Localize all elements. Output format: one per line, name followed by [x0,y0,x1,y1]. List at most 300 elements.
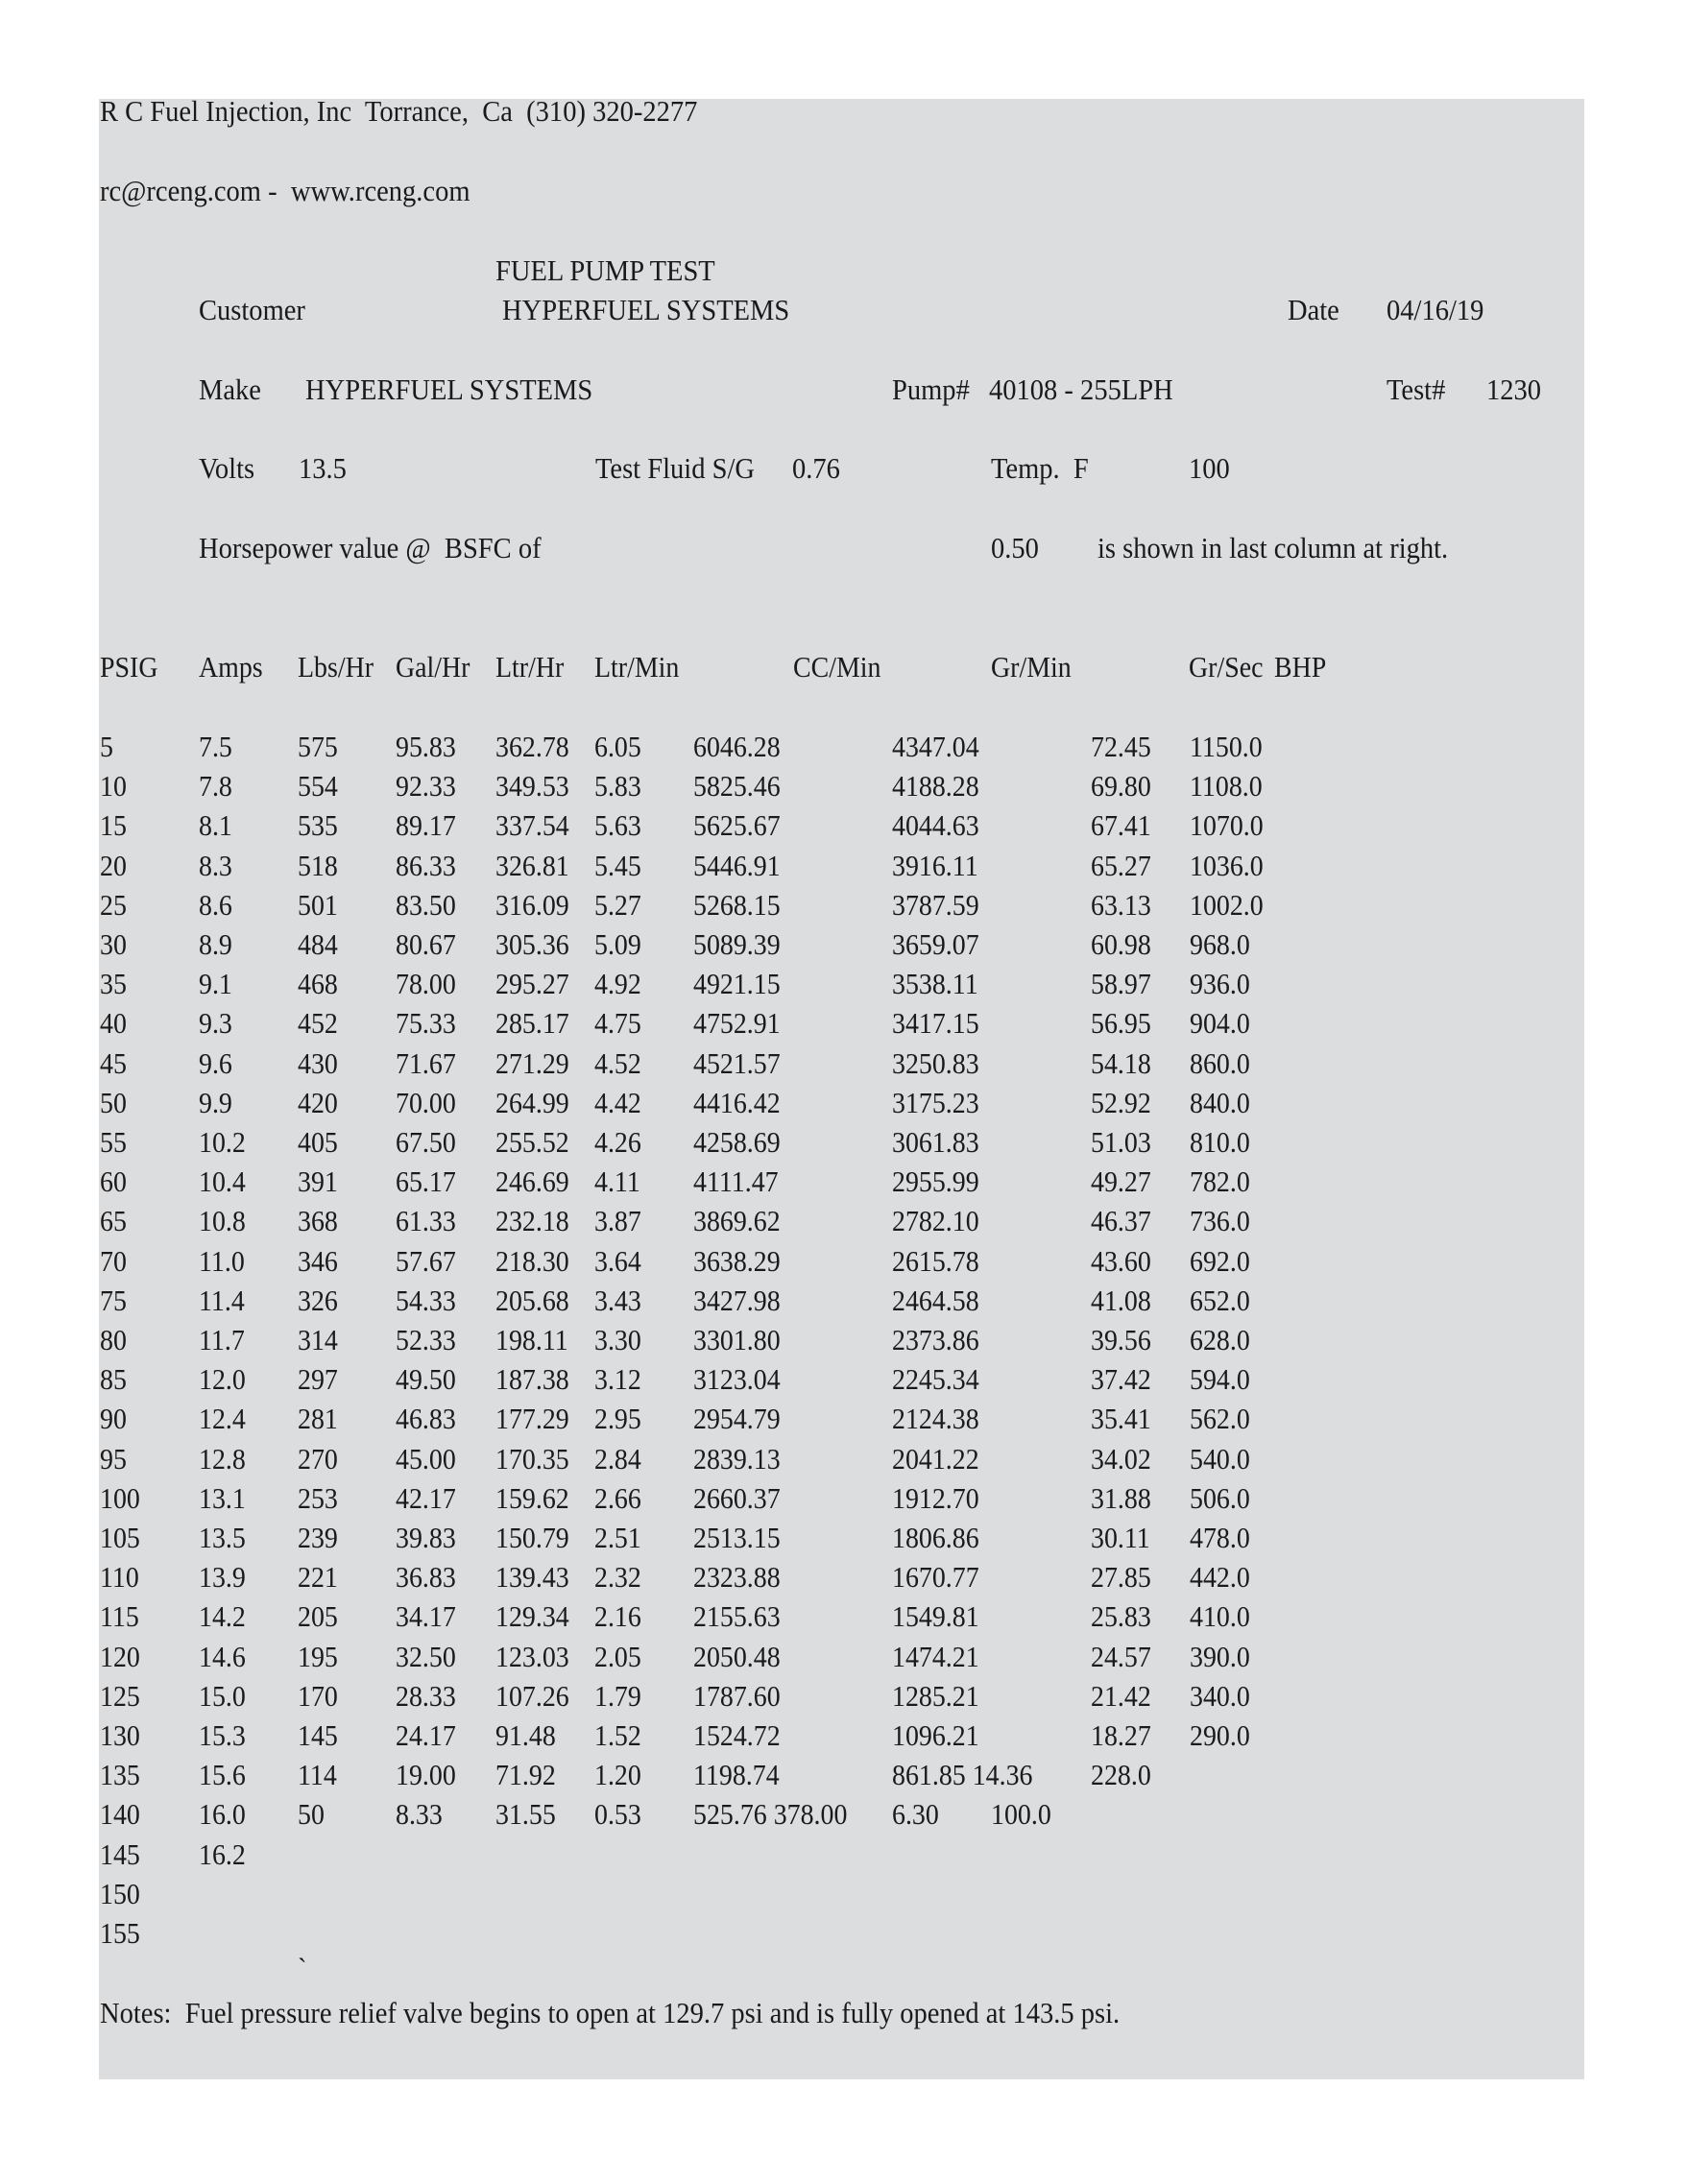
table-cell: 4.11 [594,1164,640,1199]
table-cell: 368 [298,1204,338,1238]
table-cell: 12.8 [199,1441,246,1476]
table-cell: 860.0 [1190,1045,1250,1080]
table-cell: 253 [298,1480,338,1515]
table-cell: 155 [100,1916,140,1950]
table-cell: 35 [100,967,127,1001]
table-cell: 50 [298,1797,325,1832]
table-cell: 123.03 [495,1639,569,1673]
table-cell: 3638.29 [693,1243,781,1278]
table-cell: 2660.37 [693,1480,781,1515]
table-cell: 3427.98 [693,1283,781,1317]
table-cell: 52.33 [396,1323,456,1356]
table-cell: 13.1 [199,1480,246,1515]
table-cell: 10.2 [199,1125,246,1159]
table-cell: 535 [298,808,338,843]
test-label: Test# [1387,372,1446,406]
table-cell: 2839.13 [693,1441,781,1476]
table-cell: 968.0 [1190,927,1250,961]
table-cell: 54.18 [1091,1045,1151,1080]
table-cell: 16.0 [199,1797,246,1832]
table-cell: 5.27 [594,887,641,922]
table-cell: 159.62 [495,1480,569,1515]
table-cell: 5825.46 [693,769,781,804]
table-cell: 3659.07 [892,927,979,961]
table-cell: 1806.86 [892,1521,979,1554]
contact-line: rc@rceng.com - www.rceng.com [100,174,470,207]
table-cell: 145 [298,1718,338,1752]
table-cell: 2782.10 [892,1204,979,1238]
table-cell: 264.99 [495,1085,569,1119]
table-cell: 107.26 [495,1678,569,1713]
table-cell: 1096.21 [892,1718,979,1752]
table-cell: 115 [100,1599,139,1634]
table-cell: 45 [100,1045,127,1080]
table-cell: 8.33 [396,1797,443,1832]
table-cell: 1549.81 [892,1599,979,1634]
table-cell: 30.11 [1091,1521,1150,1554]
pump-label: Pump# [892,372,970,406]
table-cell: 1002.0 [1190,887,1264,922]
table-cell: 562.0 [1190,1402,1250,1436]
table-cell: 42.17 [396,1480,456,1515]
table-cell: 8.9 [199,927,232,961]
table-cell: 4044.63 [892,808,979,843]
table-cell: 14.2 [199,1599,246,1634]
table-cell: 3.12 [594,1362,641,1397]
table-cell: 12.4 [199,1402,246,1436]
table-cell: 840.0 [1190,1085,1250,1119]
table-cell: 362.78 [495,730,569,763]
table-cell: 4752.91 [693,1006,781,1041]
table-cell: 10.8 [199,1204,246,1238]
table-cell: 5625.67 [693,808,781,843]
table-cell: 246.69 [495,1164,569,1199]
date-value: 04/16/19 [1387,293,1484,326]
table-cell: 1108.0 [1190,769,1263,804]
table-cell: 904.0 [1190,1006,1250,1041]
table-cell: 25 [100,887,127,922]
table-cell: 5089.39 [693,927,781,961]
table-cell: 4.42 [594,1085,641,1119]
table-cell: 24.57 [1091,1639,1151,1673]
table-cell: 2513.15 [693,1521,781,1554]
table-cell: 4.26 [594,1125,641,1159]
table-cell: 18.27 [1091,1718,1151,1752]
table-cell: 58.97 [1091,967,1151,1001]
table-cell: 410.0 [1190,1599,1250,1634]
table-cell: 1.20 [594,1758,641,1792]
table-cell: 89.17 [396,808,456,843]
table-cell: 692.0 [1190,1243,1250,1278]
table-cell: 67.50 [396,1125,456,1159]
make-value: HYPERFUEL SYSTEMS [305,372,593,406]
company-line: R C Fuel Injection, Inc Torrance, Ca (310) 320-2277 [100,94,698,128]
fluid-value: 0.76 [792,451,840,485]
table-cell: 518 [298,848,338,882]
table-cell: 232.18 [495,1204,569,1238]
table-cell: 135 [100,1758,140,1792]
table-cell: 46.37 [1091,1204,1151,1238]
table-cell: 3417.15 [892,1006,979,1041]
table-cell: 55 [100,1125,127,1159]
table-cell: 3175.23 [892,1085,979,1119]
table-cell: 316.09 [495,887,569,922]
table-cell: 205.68 [495,1283,569,1317]
table-cell: 25.83 [1091,1599,1151,1634]
table-cell: 1670.77 [892,1560,979,1595]
table-cell: 3061.83 [892,1125,979,1159]
table-cell: 349.53 [495,769,569,804]
column-header: Gr/Min [991,650,1072,684]
table-cell: 1.79 [594,1678,641,1713]
table-cell: 2464.58 [892,1283,979,1317]
table-cell: 51.03 [1091,1125,1151,1159]
table-cell: 285.17 [495,1006,569,1041]
table-cell: 305.36 [495,927,569,961]
table-cell: 187.38 [495,1362,569,1397]
table-cell: 56.95 [1091,1006,1151,1041]
column-header: CC/Min [793,650,881,684]
table-cell: 15.0 [199,1678,246,1713]
table-cell: 80 [100,1323,127,1356]
table-cell: 295.27 [495,967,569,1001]
table-cell: 6.05 [594,730,641,763]
table-cell: 3538.11 [892,967,978,1001]
table-cell: 2155.63 [693,1599,781,1634]
temp-label: Temp. F [991,451,1089,485]
table-cell: 2373.86 [892,1323,979,1356]
table-cell: 61.33 [396,1204,456,1238]
table-cell: 501 [298,887,338,922]
hp-label: Horsepower value @ BSFC of [199,531,542,564]
table-cell: 95 [100,1441,127,1476]
table-cell: 31.88 [1091,1480,1151,1515]
table-cell: 14.6 [199,1639,246,1673]
table-cell: 34.02 [1091,1441,1151,1476]
column-header: Gr/Sec [1189,650,1264,684]
table-cell: 337.54 [495,808,569,843]
table-cell: 70 [100,1243,127,1278]
table-cell: 554 [298,769,338,804]
table-cell: 5268.15 [693,887,781,922]
table-cell: 4258.69 [693,1125,781,1159]
table-cell: 326.81 [495,848,569,882]
table-cell: 32.50 [396,1639,456,1673]
table-cell: 69.80 [1091,769,1151,804]
table-cell: 36.83 [396,1560,456,1595]
table-cell: 140 [100,1797,140,1832]
column-header: Lbs/Hr [298,650,374,684]
table-cell: 72.45 [1091,730,1151,763]
table-cell: 4416.42 [693,1085,781,1119]
table-cell: 80.67 [396,927,456,961]
table-cell: 3123.04 [693,1362,781,1397]
table-cell: 198.11 [495,1323,568,1356]
table-cell: 9.1 [199,967,232,1001]
table-cell: 13.9 [199,1560,246,1595]
table-cell: 3301.80 [693,1323,781,1356]
table-cell: 4347.04 [892,730,979,763]
table-cell: 255.52 [495,1125,569,1159]
table-cell: 31.55 [495,1797,556,1832]
table-cell: 3.87 [594,1204,641,1238]
table-cell: 37.42 [1091,1362,1151,1397]
table-cell: 86.33 [396,848,456,882]
column-header: Ltr/Hr [495,650,565,684]
table-cell: 11.7 [199,1323,245,1356]
table-cell: 75 [100,1283,127,1317]
table-cell: 5.09 [594,927,641,961]
table-cell: 15.3 [199,1718,246,1752]
table-cell: 19.00 [396,1758,456,1792]
table-cell: 5.63 [594,808,641,843]
table-cell: 2.95 [594,1402,641,1436]
table-cell: 2245.34 [892,1362,979,1397]
fluid-label: Test Fluid S/G [595,451,755,485]
table-cell: 3916.11 [892,848,978,882]
table-cell: 936.0 [1190,967,1250,1001]
table-cell: 10 [100,769,127,804]
table-cell: 2.66 [594,1480,641,1515]
table-cell: 39.56 [1091,1323,1151,1356]
column-header: BHP [1274,650,1327,684]
table-cell: 2050.48 [693,1639,781,1673]
column-header: Amps [199,650,263,684]
table-cell: 628.0 [1190,1323,1250,1356]
table-cell: 125 [100,1678,140,1713]
table-cell: 314 [298,1323,338,1356]
column-header: Ltr/Min [594,650,680,684]
table-cell: 83.50 [396,887,456,922]
make-label: Make [199,372,261,406]
table-cell: 34.17 [396,1599,456,1634]
table-cell: 346 [298,1243,338,1278]
table-cell: 105 [100,1521,140,1554]
table-cell: 9.9 [199,1085,232,1119]
table-cell: 3.43 [594,1283,641,1317]
table-cell: 4.75 [594,1006,641,1041]
table-cell: 40 [100,1006,127,1041]
customer-value: HYPERFUEL SYSTEMS [502,293,790,326]
table-cell: 11.4 [199,1283,245,1317]
table-cell: 1070.0 [1190,808,1264,843]
table-cell: 326 [298,1283,338,1317]
table-cell: 430 [298,1045,338,1080]
pump-value: 40108 - 255LPH [989,372,1173,406]
table-cell: 100.0 [991,1797,1051,1832]
table-cell: 9.3 [199,1006,232,1041]
table-cell: 13.5 [199,1521,246,1554]
table-cell: 63.13 [1091,887,1151,922]
table-cell: 290.0 [1190,1718,1250,1752]
table-cell: 782.0 [1190,1164,1250,1199]
table-cell: 2.84 [594,1441,641,1476]
table-cell: 540.0 [1190,1441,1250,1476]
table-cell: 120 [100,1639,140,1673]
table-cell: 67.41 [1091,808,1151,843]
temp-value: 100 [1189,451,1230,485]
table-cell: 92.33 [396,769,456,804]
table-cell: 78.00 [396,967,456,1001]
table-cell: 65.27 [1091,848,1151,882]
table-cell: 218.30 [495,1243,569,1278]
table-cell: 271.29 [495,1045,569,1080]
date-label: Date [1288,293,1339,326]
table-cell: 6.30 [892,1797,939,1832]
table-cell: 525.76 378.00 [693,1797,848,1832]
table-cell: 1150.0 [1190,730,1263,763]
table-cell: 110 [100,1560,139,1595]
table-cell: 24.17 [396,1718,456,1752]
table-cell: 340.0 [1190,1678,1250,1713]
table-cell: 5 [100,730,113,763]
table-cell: 11.0 [199,1243,245,1278]
table-cell: 28.33 [396,1678,456,1713]
table-cell: 50 [100,1085,127,1119]
table-cell: 195 [298,1639,338,1673]
table-cell: 150 [100,1876,140,1910]
column-header: Gal/Hr [396,650,470,684]
table-cell: 71.92 [495,1758,556,1792]
table-cell: 52.92 [1091,1085,1151,1119]
table-cell: 1474.21 [892,1639,979,1673]
table-cell: 1912.70 [892,1480,979,1515]
table-cell: 506.0 [1190,1480,1250,1515]
table-cell: 10.4 [199,1164,246,1199]
table-cell: 1285.21 [892,1678,979,1713]
table-cell: 2.16 [594,1599,641,1634]
table-cell: 2.51 [594,1521,641,1554]
column-header: PSIG [100,650,158,684]
table-cell: 95.83 [396,730,456,763]
table-cell: 1.52 [594,1718,641,1752]
table-cell: 27.85 [1091,1560,1151,1595]
table-cell: 46.83 [396,1402,456,1436]
table-cell: 8.3 [199,848,232,882]
table-cell: 170.35 [495,1441,569,1476]
table-cell: 177.29 [495,1402,569,1436]
table-cell: 442.0 [1190,1560,1250,1595]
table-cell: 30 [100,927,127,961]
table-cell: 2.05 [594,1639,641,1673]
table-cell: 49.27 [1091,1164,1151,1199]
table-cell: 484 [298,927,338,961]
table-cell: 145 [100,1836,140,1871]
table-cell: 575 [298,730,338,763]
table-cell: 2954.79 [693,1402,781,1436]
table-cell: 228.0 [1091,1758,1151,1792]
table-cell: 0.53 [594,1797,641,1832]
table-cell: 2.32 [594,1560,641,1595]
table-cell: 205 [298,1599,338,1634]
table-cell: 3787.59 [892,887,979,922]
table-cell: 221 [298,1560,338,1595]
table-cell: 12.0 [199,1362,246,1397]
form-title: FUEL PUMP TEST [495,253,715,287]
table-cell: 3.30 [594,1323,641,1356]
table-cell: 65.17 [396,1164,456,1199]
table-cell: 90 [100,1402,127,1436]
table-cell: 452 [298,1006,338,1041]
table-cell: 652.0 [1190,1283,1250,1317]
customer-label: Customer [199,293,305,326]
table-cell: 41.08 [1091,1283,1151,1317]
table-cell: 21.42 [1091,1678,1151,1713]
table-cell: 4.92 [594,967,641,1001]
table-cell: 65 [100,1204,127,1238]
bsfc-value: 0.50 [991,531,1039,564]
table-cell: 239 [298,1521,338,1554]
table-cell: 270 [298,1441,338,1476]
table-cell: 3869.62 [693,1204,781,1238]
table-cell: 2323.88 [693,1560,781,1595]
table-cell: 2124.38 [892,1402,979,1436]
volts-label: Volts [199,451,255,485]
table-cell: 60.98 [1091,927,1151,961]
stray-mark: ` [298,1952,307,1985]
table-cell: 91.48 [495,1718,556,1752]
table-cell: 1524.72 [693,1718,781,1752]
table-cell: 3.64 [594,1243,641,1278]
table-cell: 420 [298,1085,338,1119]
table-cell: 71.67 [396,1045,456,1080]
table-cell: 5.45 [594,848,641,882]
table-cell: 54.33 [396,1283,456,1317]
table-cell: 20 [100,848,127,882]
table-cell: 1787.60 [693,1678,781,1713]
table-cell: 6046.28 [693,730,781,763]
table-cell: 4921.15 [693,967,781,1001]
table-cell: 8.6 [199,887,232,922]
table-cell: 114 [298,1758,337,1792]
table-cell: 35.41 [1091,1402,1151,1436]
table-cell: 736.0 [1190,1204,1250,1238]
table-cell: 60 [100,1164,127,1199]
table-cell: 861.85 14.36 [892,1758,1033,1792]
table-cell: 478.0 [1190,1521,1250,1554]
table-cell: 16.2 [199,1836,246,1871]
table-cell: 594.0 [1190,1362,1250,1397]
table-cell: 2041.22 [892,1441,979,1476]
table-cell: 391 [298,1164,338,1199]
table-cell: 2955.99 [892,1164,979,1199]
table-cell: 3250.83 [892,1045,979,1080]
table-cell: 5446.91 [693,848,781,882]
table-cell: 281 [298,1402,338,1436]
table-cell: 45.00 [396,1441,456,1476]
table-cell: 1036.0 [1190,848,1264,882]
table-cell: 139.43 [495,1560,569,1595]
volts-value: 13.5 [299,451,347,485]
table-cell: 297 [298,1362,338,1397]
table-cell: 390.0 [1190,1639,1250,1673]
table-cell: 15.6 [199,1758,246,1792]
notes: Notes: Fuel pressure relief valve begins to open at 129.7 psi and is fully opened at 143.5 psi. [100,1996,1121,2029]
table-cell: 100 [100,1480,140,1515]
table-cell: 405 [298,1125,338,1159]
table-cell: 129.34 [495,1599,569,1634]
table-cell: 4111.47 [693,1164,779,1199]
table-cell: 39.83 [396,1521,456,1554]
table-cell: 468 [298,967,338,1001]
table-cell: 1198.74 [693,1758,780,1792]
table-cell: 130 [100,1718,140,1752]
table-cell: 9.6 [199,1045,232,1080]
table-cell: 4.52 [594,1045,641,1080]
table-cell: 7.8 [199,769,232,804]
table-cell: 75.33 [396,1006,456,1041]
test-value: 1230 [1486,372,1542,406]
